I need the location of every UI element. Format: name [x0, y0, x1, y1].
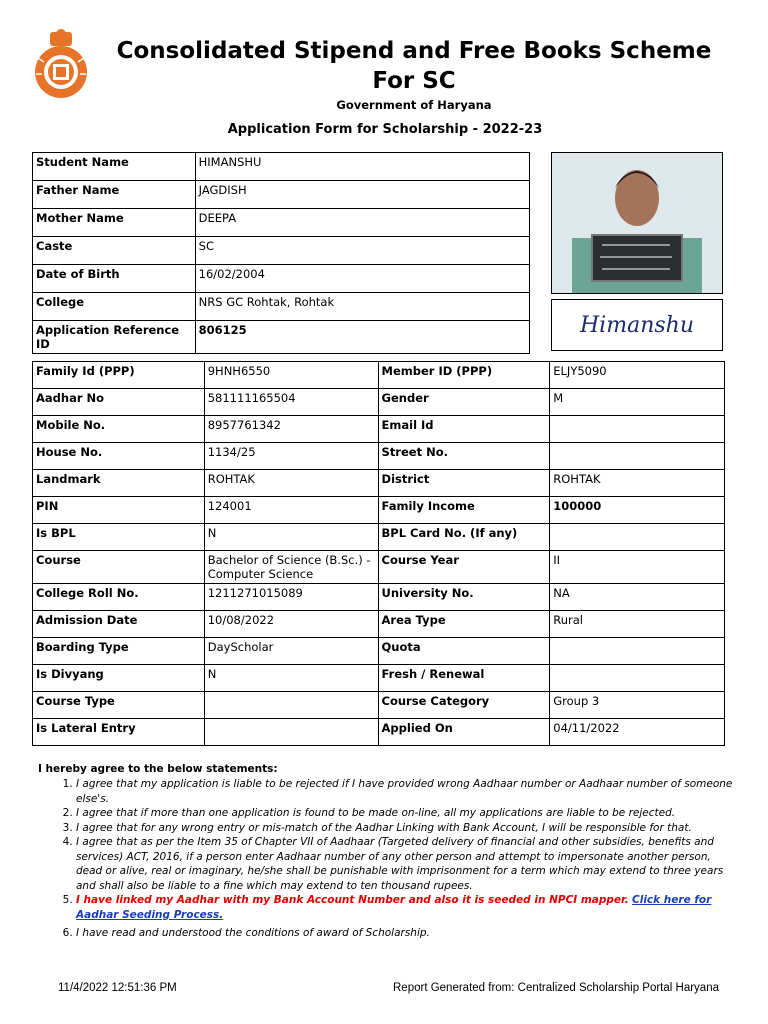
table-row	[33, 293, 530, 321]
table-row	[33, 209, 530, 237]
field-label: Landmark	[33, 470, 205, 497]
field-value: 124001	[204, 497, 378, 524]
statement-2: 2. I agree that if more than one application is found to be made on-line, all my applications are liable to be rejected.	[76, 806, 738, 821]
statement-5	[76, 893, 738, 922]
field-value: M	[550, 389, 725, 416]
agreement-section	[38, 763, 738, 941]
field-label: Fresh / Renewal	[378, 665, 550, 692]
field-label: Family Id (PPP)	[33, 362, 205, 389]
father-name-label: Father Name	[33, 181, 196, 209]
field-value	[550, 638, 725, 665]
table-row	[33, 584, 725, 611]
field-label: University No.	[378, 584, 550, 611]
field-value: 100000	[550, 497, 725, 524]
dob-value: 16/02/2004	[195, 265, 529, 293]
field-label: PIN	[33, 497, 205, 524]
field-value: Rural	[550, 611, 725, 638]
field-label: Course Type	[33, 692, 205, 719]
field-label: College Roll No.	[33, 584, 205, 611]
field-value: DayScholar	[204, 638, 378, 665]
field-value: 8957761342	[204, 416, 378, 443]
field-value: Bachelor of Science (B.Sc.) - Computer Science	[204, 551, 378, 584]
government-subtitle: Government of Haryana	[336, 98, 492, 112]
details-table	[32, 361, 725, 746]
field-label: Area Type	[378, 611, 550, 638]
field-label: BPL Card No. (If any)	[378, 524, 550, 551]
table-row	[33, 497, 725, 524]
table-row	[33, 470, 725, 497]
table-row	[33, 638, 725, 665]
table-row	[33, 153, 530, 181]
table-row	[33, 524, 725, 551]
student-info-table	[32, 152, 530, 354]
student-name-value: HIMANSHU	[195, 153, 529, 181]
field-value: ELJY5090	[550, 362, 725, 389]
field-value: 581111165504	[204, 389, 378, 416]
field-value	[550, 665, 725, 692]
signature-text: Himanshu	[580, 313, 694, 338]
field-label: Is Divyang	[33, 665, 205, 692]
table-row	[33, 265, 530, 293]
report-timestamp: 11/4/2022 12:51:36 PM	[58, 982, 177, 994]
field-label: District	[378, 470, 550, 497]
table-row	[33, 321, 530, 354]
field-label: Course Category	[378, 692, 550, 719]
table-row	[33, 362, 725, 389]
field-value: 04/11/2022	[550, 719, 725, 746]
field-label: Member ID (PPP)	[378, 362, 550, 389]
table-row	[33, 611, 725, 638]
app-ref-id-value: 806125	[195, 321, 529, 354]
field-label: Street No.	[378, 443, 550, 470]
table-row	[33, 692, 725, 719]
table-row	[33, 389, 725, 416]
table-row	[33, 665, 725, 692]
mother-name-label: Mother Name	[33, 209, 196, 237]
college-label: College	[33, 293, 196, 321]
caste-label: Caste	[33, 237, 196, 265]
student-photo	[551, 152, 723, 294]
field-value: 9HNH6550	[204, 362, 378, 389]
statement-4: 4. I agree that as per the Item 35 of Chapter VII of Aadhaar (Targeted delivery of financial and other subsidies, benefits and services) ACT, 2016, if a person enter Aadhaar number of any other person and attempt to impersonate another person, dead or alive, real or imaginary, he/she shall be punishable with imprisonment for a term which may extend to three years and shall also be liable to a fine which may extend to ten thousand rupees.	[76, 835, 738, 893]
field-label: Admission Date	[33, 611, 205, 638]
field-value: N	[204, 524, 378, 551]
field-value: 1211271015089	[204, 584, 378, 611]
field-value: 10/08/2022	[204, 611, 378, 638]
field-value: NA	[550, 584, 725, 611]
table-row	[33, 237, 530, 265]
field-label: Course Year	[378, 551, 550, 584]
field-label: Course	[33, 551, 205, 584]
field-label: Email Id	[378, 416, 550, 443]
field-label: Mobile No.	[33, 416, 205, 443]
field-value: II	[550, 551, 725, 584]
statement-6: 6. I have read and understood the conditions of award of Scholarship.	[76, 926, 738, 941]
statement-1: 1. I agree that my application is liable to be rejected if I have provided wrong Aadhaar number or Aadhaar number of someone else's.	[76, 777, 738, 806]
aadhar-linked-statement: I have linked my Aadhar with my Bank Account Number and also it is seeded in NPCI mapper.	[76, 894, 629, 906]
student-name-label: Student Name	[33, 153, 196, 181]
statement-3: 3. I agree that for any wrong entry or mis-match of the Aadhar Linking with Bank Account, I will be responsible for that.	[76, 821, 738, 836]
table-row	[33, 416, 725, 443]
field-label: Quota	[378, 638, 550, 665]
table-row	[33, 719, 725, 746]
app-ref-id-label: Application Reference ID	[33, 321, 196, 354]
agreement-heading: I hereby agree to the below statements:	[38, 763, 278, 775]
table-row	[33, 181, 530, 209]
field-label: Is BPL	[33, 524, 205, 551]
field-value	[204, 692, 378, 719]
college-value: NRS GC Rohtak, Rohtak	[195, 293, 529, 321]
field-value	[550, 443, 725, 470]
mother-name-value: DEEPA	[195, 209, 529, 237]
field-label: Is Lateral Entry	[33, 719, 205, 746]
field-label: Boarding Type	[33, 638, 205, 665]
field-value: Group 3	[550, 692, 725, 719]
form-title: Application Form for Scholarship - 2022-23	[227, 122, 543, 137]
field-value: 1134/25	[204, 443, 378, 470]
field-label: Aadhar No	[33, 389, 205, 416]
haryana-emblem-icon	[30, 28, 92, 100]
field-value	[550, 416, 725, 443]
field-label: House No.	[33, 443, 205, 470]
field-value	[550, 524, 725, 551]
field-value: ROHTAK	[204, 470, 378, 497]
field-label: Gender	[378, 389, 550, 416]
signature-box	[551, 299, 723, 351]
report-source: Report Generated from: Centralized Scholarship Portal Haryana	[393, 982, 719, 994]
field-value	[204, 719, 378, 746]
field-label: Applied On	[378, 719, 550, 746]
caste-value: SC	[195, 237, 529, 265]
field-value: ROHTAK	[550, 470, 725, 497]
page-title: Consolidated Stipend and Free Books Scheme For SC	[116, 38, 712, 94]
table-row	[33, 551, 725, 584]
dob-label: Date of Birth	[33, 265, 196, 293]
signature-icon	[552, 300, 722, 350]
aadhar-seeding-link[interactable]: Click here for Aadhar Seeding Process.	[76, 894, 712, 921]
student-photo-icon	[552, 153, 722, 293]
father-name-value: JAGDISH	[195, 181, 529, 209]
field-label: Family Income	[378, 497, 550, 524]
field-value: N	[204, 665, 378, 692]
table-row	[33, 443, 725, 470]
